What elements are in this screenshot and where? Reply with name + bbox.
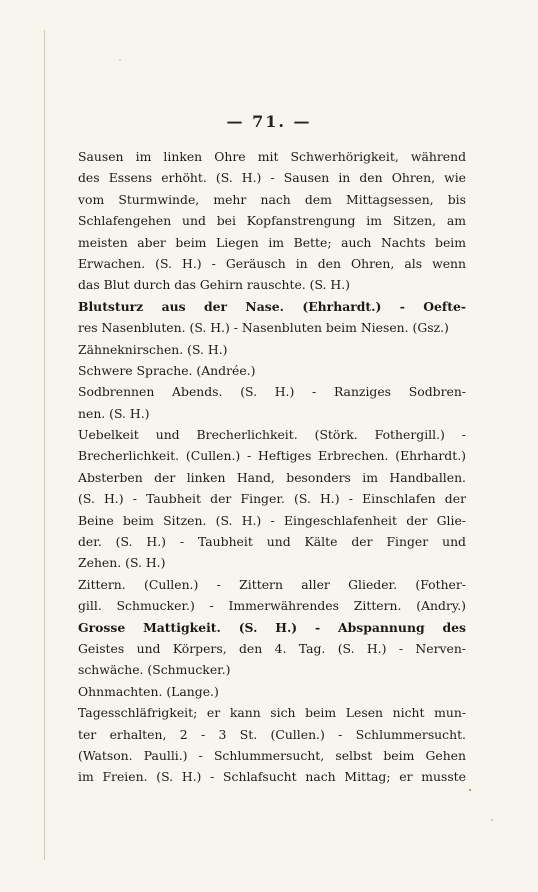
text-line: Zehen. (S. H.) bbox=[78, 555, 166, 571]
page-number: — 71. — bbox=[226, 112, 312, 131]
text-line: meisten aber beim Liegen im Bette; auch Nachts beim bbox=[78, 234, 466, 250]
text-line: ter erhalten, 2 - 3 St. (Cullen.) - Schlummersucht. bbox=[78, 726, 466, 742]
text-line: res Nasenbluten. (S. H.) - Nasenbluten beim Niesen. (Gsz.) bbox=[78, 320, 449, 336]
text-line: Sodbrennen Abends. (S. H.) - Ranziges Sodbren- bbox=[78, 384, 466, 400]
text-line: Uebelkeit und Brecherlichkeit. (Störk. Fothergill.) - bbox=[78, 427, 466, 443]
text-line: das Blut durch das Gehirn rauschte. (S. H.) bbox=[78, 277, 351, 293]
text-line: Geistes und Körpers, den 4. Tag. (S. H.) - Nerven- bbox=[78, 640, 466, 656]
text-line: Erwachen. (S. H.) - Geräusch in den Ohren, als wenn bbox=[78, 255, 466, 271]
text-line: im Freien. (S. H.) - Schlafsucht nach Mittag; er musste bbox=[78, 769, 466, 785]
text-line: Zähneknirschen. (S. H.) bbox=[78, 341, 228, 357]
text-line: Beine beim Sitzen. (S. H.) - Eingeschlafenheit der Glie- bbox=[78, 512, 466, 528]
text-line: Brecherlichkeit. (Cullen.) - Heftiges Erbrechen. (Ehrhardt.) bbox=[78, 448, 466, 464]
text-line: des Essens erhöht. (S. H.) - Sausen in den Ohren, wie bbox=[78, 170, 466, 186]
text-line: Schwere Sprache. (Andrée.) bbox=[78, 362, 256, 378]
text-line: Grosse Mattigkeit. (S. H.) - Abspannung des bbox=[78, 619, 466, 635]
text-line: Blutsturz aus der Nase. (Ehrhardt.) - Oefte- bbox=[78, 298, 466, 314]
text-line: schwäche. (Schmucker.) bbox=[78, 662, 231, 678]
text-line: vom Sturmwinde, mehr nach dem Mittagsessen, bis bbox=[78, 191, 466, 207]
text-line: (Watson. Paulli.) - Schlummersucht, selbst beim Gehen bbox=[78, 747, 466, 763]
text-line: Tagesschläfrigkeit; er kann sich beim Lesen nicht mun- bbox=[78, 705, 466, 721]
text-line: Schlafengehen und bei Kopfanstrengung im Sitzen, am bbox=[78, 213, 466, 229]
text-line: Sausen im linken Ohre mit Schwerhörigkeit, während bbox=[78, 149, 466, 164]
text-line: der. (S. H.) - Taubheit und Kälte der Finger und bbox=[78, 534, 466, 550]
text-line: gill. Schmucker.) - Immerwährendes Zittern. (Andry.) bbox=[78, 598, 466, 614]
text-line: nen. (S. H.) bbox=[78, 405, 150, 421]
text-line: Zittern. (Cullen.) - Zittern aller Glieder. (Fother- bbox=[78, 576, 466, 592]
body-text bbox=[78, 146, 466, 788]
page-gutter-line bbox=[44, 30, 45, 860]
text-line: (S. H.) - Taubheit der Finger. (S. H.) - Einschlafen der bbox=[78, 491, 466, 507]
text-line: Absterben der linken Hand, besonders im Handballen. bbox=[78, 469, 466, 485]
text-line: Ohnmachten. (Lange.) bbox=[78, 683, 219, 699]
